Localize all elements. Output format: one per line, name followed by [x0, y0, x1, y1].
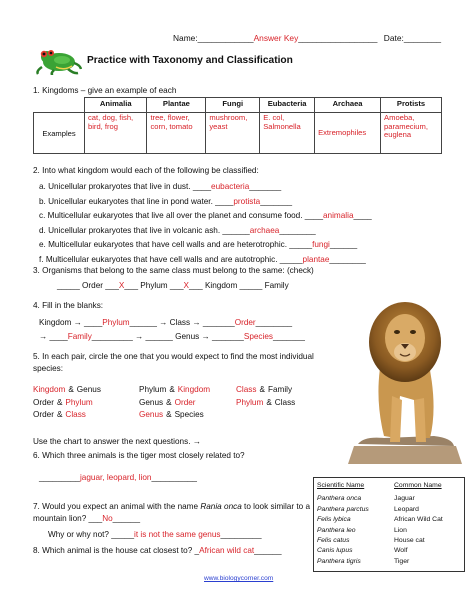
phylum-check: X — [183, 281, 190, 290]
lion-illustration — [344, 296, 466, 466]
species-row: Felis lybica African Wild Cat — [317, 516, 443, 524]
taxon-pair: Genus & Species — [139, 410, 204, 419]
question-5-cont: species: — [33, 364, 64, 373]
question-2-item: e. Multicellular eukaryotes that have cell walls and are heterotrophic. _____fungi______ — [39, 240, 358, 250]
question-4-line-1: Kingdom → ____Phylum______ → Class → _______Order________ — [39, 318, 293, 327]
page-title: Practice with Taxonomy and Classification — [87, 55, 293, 66]
kingdom-answer: animalia — [323, 211, 354, 221]
footer-link[interactable]: www.biologycorner.com — [204, 575, 274, 582]
species-row: Panthera parctus Leopard — [317, 505, 419, 513]
taxon-pair: Order & Class — [33, 410, 86, 419]
phylum-answer: Phylum — [102, 318, 130, 327]
header-animalia: Animalia — [85, 98, 147, 113]
common-name-header: Common Name — [394, 482, 442, 489]
q7-why-answer: it is not the same genus — [134, 530, 221, 539]
species-row: Panthera tigris Tiger — [317, 557, 410, 565]
question-8: 8. Which animal is the house cat closest to? _African wild cat______ — [33, 546, 282, 555]
header-archaea: Archaea — [315, 98, 381, 113]
header-eubacteria: Eubacteria — [260, 98, 315, 113]
kingdom-answer: archaea — [249, 225, 280, 235]
plantae-examples: tree, flower, corn, tomato — [147, 113, 206, 154]
species-row: Panthera leo Lion — [317, 526, 407, 534]
answer-key-label: Answer Key — [253, 33, 299, 43]
question-3-options: _____ Order ___X___ Phylum ___X___ Kingdom _____ Family — [57, 281, 289, 290]
scientific-name-header: Scientific Name — [317, 482, 365, 489]
fungi-examples: mushroom, yeast — [206, 113, 260, 154]
question-4: 4. Fill in the blanks: — [33, 301, 104, 310]
question-7-why: Why or why not? _____it is not the same genus_________ — [48, 530, 262, 539]
question-5: 5. In each pair, circle the one that you would expect to find the most individual — [33, 352, 314, 361]
eubacteria-examples: E. col, Salmonella — [260, 113, 315, 154]
header-fungi: Fungi — [206, 98, 260, 113]
taxon-pair: Order & Phylum — [33, 397, 93, 407]
frog-illustration — [34, 45, 82, 75]
question-2-item: a. Unicellular prokaryotes that live in dust. ____eubacteria_______ — [39, 182, 282, 191]
archaea-examples: Extremophiles — [315, 113, 381, 154]
q8-answer: African wild cat — [199, 546, 255, 555]
examples-row-label: Examples — [34, 113, 85, 154]
taxon-pair: Kingdom & Genus — [33, 385, 101, 394]
question-2-item: c. Multicellular eukaryotes that live all over the planet and consume food. ____animalia____ — [39, 211, 372, 221]
q6-answer: jaguar, leopard, lion — [79, 473, 152, 482]
question-2-item: d. Unicellular prokaryotes that live in volcanic ash. ______archaea________ — [39, 225, 316, 235]
header-plantae: Plantae — [147, 98, 206, 113]
kingdom-answer: eubacteria — [211, 182, 250, 191]
animalia-examples: cat, dog, fish, bird, frog — [85, 113, 147, 154]
question-6: 6. Which three animals is the tiger most closely related to? — [33, 451, 245, 460]
species-row: Felis catus House cat — [317, 537, 425, 545]
question-1: 1. Kingdoms – give an example of each — [33, 86, 177, 95]
kingdoms-table — [33, 97, 442, 154]
kingdom-answer: fungi — [312, 240, 330, 250]
question-7: 7. Would you expect an animal with the name Rania onca to look similar to a — [33, 502, 311, 511]
scientific-names-table — [313, 477, 465, 572]
question-3: 3. Organisms that belong to the same class must belong to the same: (check) — [33, 266, 314, 275]
kingdom-answer: protista — [233, 196, 261, 206]
question-6-answer-line: _________jaguar, leopard, lion__________ — [39, 473, 197, 482]
species-row: Canis lupus Wolf — [317, 547, 408, 555]
species-answer: Species — [243, 332, 273, 341]
question-2-item: b. Unicellular eukaryotes that line in pond water. ____protista_______ — [39, 196, 293, 206]
taxon-pair: Phylum & Class — [236, 397, 296, 407]
rania-onca: Rania onca — [200, 502, 242, 511]
question-2-item: f. Multicellular eukaryotes that have cell walls and are autotrophic. _____plantae________ — [39, 255, 366, 264]
protists-examples: Amoeba, paramecium, euglena — [381, 113, 442, 154]
q7-answer: No — [102, 514, 113, 523]
species-row: Panthera onca Jaguar — [317, 495, 415, 503]
order-answer: Order — [234, 318, 256, 327]
taxon-pair: Genus & Order — [139, 397, 196, 407]
kingdom-answer: plantae — [302, 255, 330, 264]
question-7-line-2: mountain lion? ___No______ — [33, 514, 140, 523]
family-answer: Family — [67, 332, 92, 341]
question-4-line-2: → ____Family_________ → ______ Genus → _______Species_______ — [39, 332, 305, 341]
taxon-pair: Phylum & Kingdom — [139, 385, 211, 394]
order-check: X — [118, 281, 125, 290]
name-line: Name:____________Answer Key_________________ Date:________ — [173, 33, 442, 43]
chart-intro: Use the chart to answer the next questions. → — [33, 437, 201, 446]
question-2: 2. Into what kingdom would each of the following be classified: — [33, 166, 259, 175]
taxon-pair: Class & Family — [236, 385, 293, 394]
header-protists: Protists — [381, 98, 442, 113]
